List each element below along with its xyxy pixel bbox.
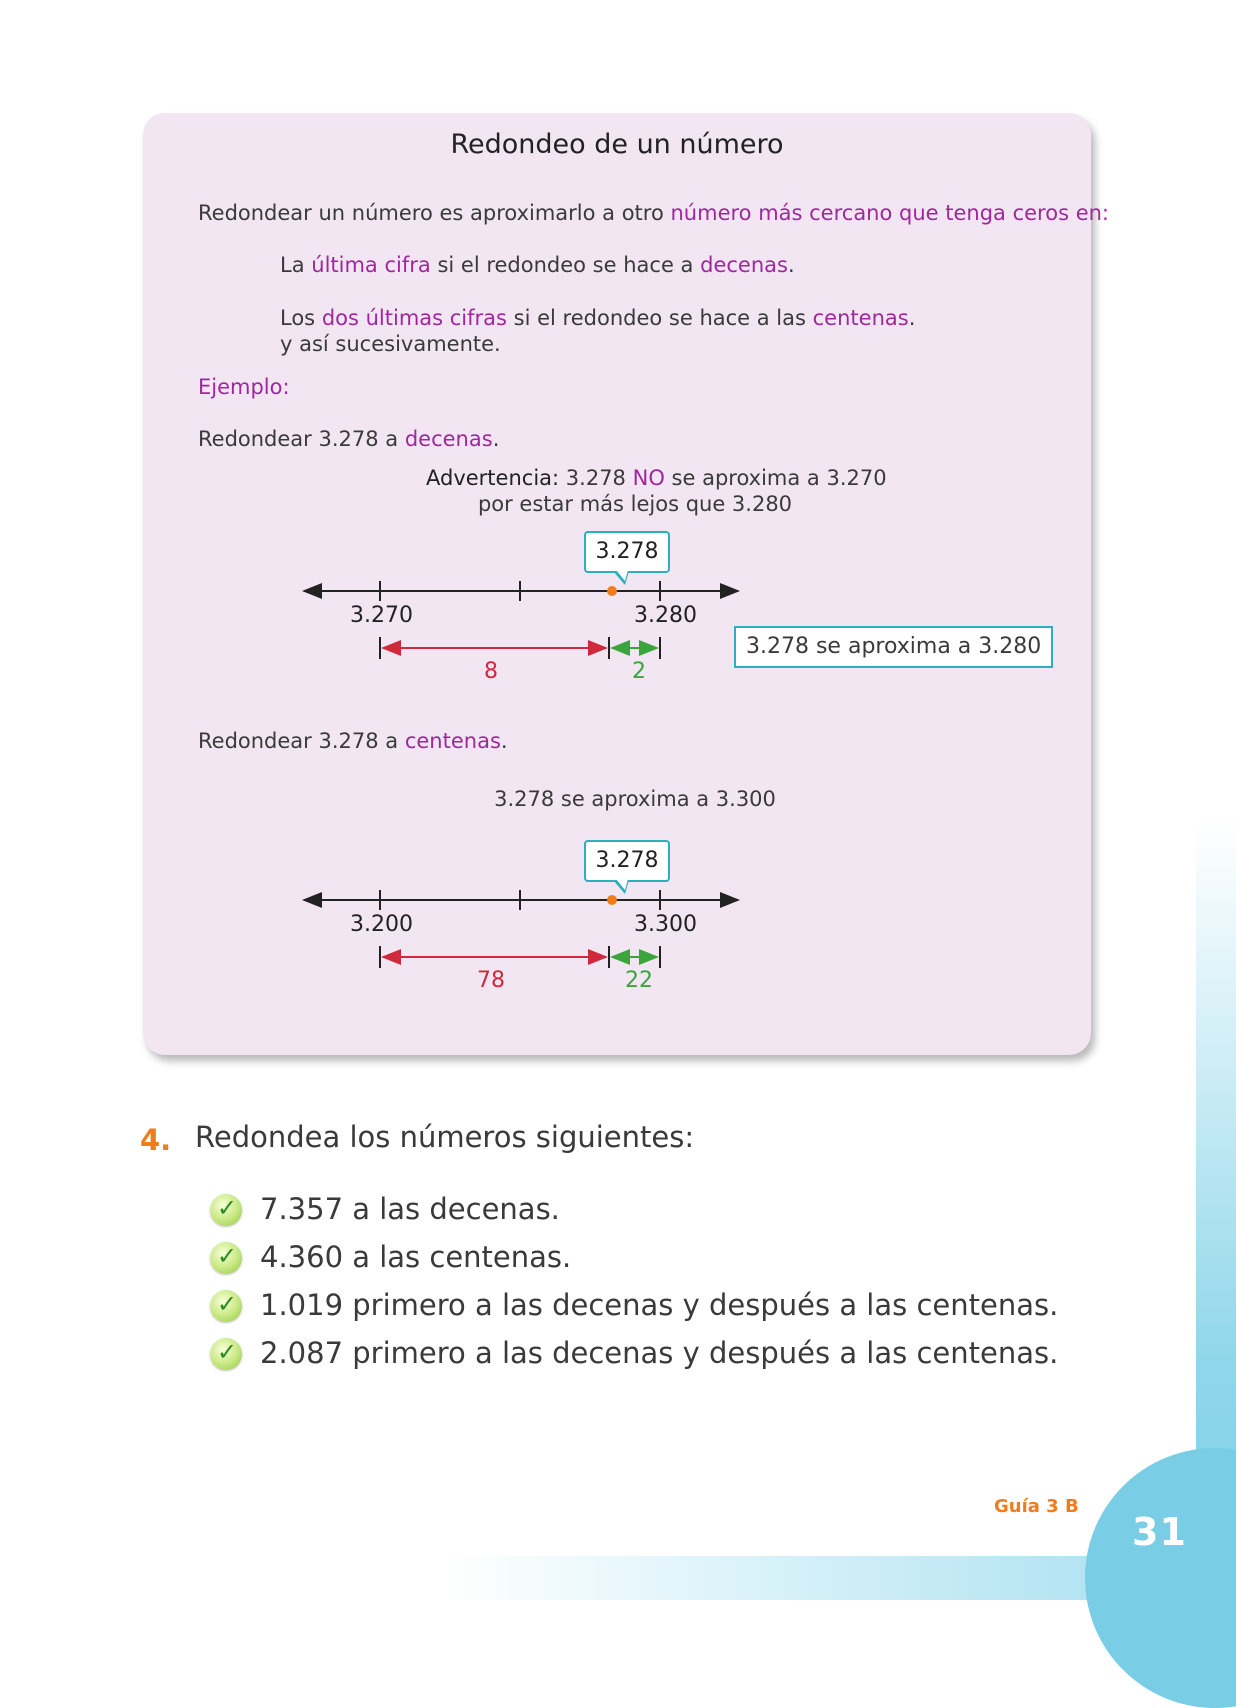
checkmark-icon: ✓ — [210, 1290, 242, 1322]
value-point — [607, 895, 617, 905]
exercise-title: Redondea los números siguientes: — [195, 1120, 695, 1154]
page-number: 31 — [1132, 1510, 1187, 1554]
tick-label-left: 3.200 — [350, 912, 413, 937]
value-marker-label: 3.278 — [584, 840, 670, 882]
page-number-badge — [1085, 1448, 1236, 1708]
distance-right: 22 — [625, 968, 653, 993]
guide-label: Guía 3 B — [994, 1496, 1079, 1517]
value-point — [607, 586, 617, 596]
definition: Redondear un número es aproximarlo a otro número más cercano que tenga ceros en: — [198, 201, 1109, 225]
tick-label-right: 3.300 — [634, 912, 697, 937]
rule-tens: La última cifra si el redondeo se hace a decenas. — [280, 253, 795, 277]
distance-left: 8 — [484, 659, 498, 684]
warning-line2: por estar más lejos que 3.280 — [477, 492, 793, 516]
result-box: 3.278 se aproxima a 3.280 — [734, 626, 1053, 668]
distance-left: 78 — [477, 968, 505, 993]
checkmark-icon: ✓ — [210, 1338, 242, 1370]
value-marker-label: 3.278 — [584, 531, 670, 573]
number-line-hundreds — [298, 884, 758, 1004]
tick-label-left: 3.270 — [350, 603, 413, 628]
concept-card — [143, 113, 1109, 1055]
distance-right: 2 — [632, 659, 646, 684]
checkmark-icon: ✓ — [210, 1242, 242, 1274]
warning-line1: Advertencia: 3.278 NO se aproxima a 3.270 — [426, 466, 887, 490]
example1-statement: Redondear 3.278 a decenas. — [198, 427, 500, 451]
exercise-number: 4. — [140, 1123, 172, 1157]
example-label: Ejemplo: — [198, 375, 290, 399]
tick-label-right: 3.280 — [634, 603, 697, 628]
result-text: 3.278 se aproxima a 3.300 — [494, 787, 776, 811]
card-title: Redondeo de un número — [450, 129, 784, 160]
rule-continuation: y así sucesivamente. — [280, 332, 501, 356]
rule-hundreds: Los dos últimas cifras si el redondeo se hace a las centenas. — [280, 306, 916, 330]
number-line-tens — [298, 575, 758, 695]
example2-statement: Redondear 3.278 a centenas. — [198, 729, 508, 753]
checkmark-icon: ✓ — [210, 1194, 242, 1226]
